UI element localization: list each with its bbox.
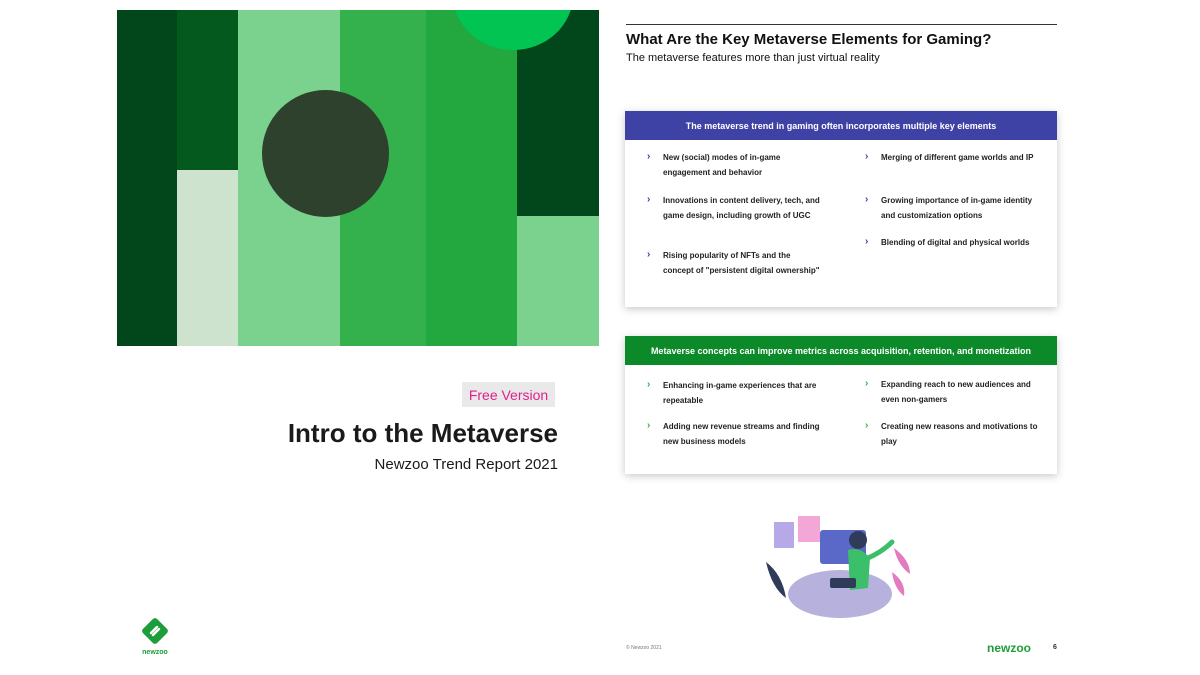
list-item: › Rising popularity of NFTs and the concept of "persistent digital ownership"	[647, 249, 820, 275]
cover-stripe	[117, 10, 177, 346]
chevron-right-icon: ›	[865, 236, 869, 247]
page-subheading: The metaverse features more than just virtual reality	[626, 52, 880, 64]
list-item: › Blending of digital and physical worlds	[865, 236, 1030, 247]
illustration-leaf	[766, 562, 786, 598]
list-item: › Enhancing in-game experiences that are repeatable	[647, 379, 817, 405]
chevron-right-icon: ›	[865, 194, 869, 205]
cover-circle-dark	[262, 90, 389, 217]
page-heading: What Are the Key Metaverse Elements for Gaming?	[626, 31, 992, 48]
cover-artwork	[117, 10, 599, 346]
cover-block	[177, 170, 238, 346]
illustration-card	[798, 516, 820, 542]
list-item: › Expanding reach to new audiences and even non-gamers	[865, 378, 1031, 404]
list-item: › Adding new revenue streams and finding new business models	[647, 420, 820, 446]
cover-block	[517, 216, 599, 346]
cover-stripe	[426, 10, 517, 346]
illustration-arm	[868, 542, 892, 558]
chevron-right-icon: ›	[865, 420, 869, 431]
list-item: › Merging of different game worlds and IP	[865, 151, 1034, 162]
chevron-right-icon: ›	[647, 379, 651, 390]
newzoo-wordmark: newzoo	[987, 641, 1031, 655]
gamer-illustration	[760, 512, 920, 622]
key-elements-card	[625, 111, 1057, 307]
list-item: › Growing importance of in-game identity and customization options	[865, 194, 1033, 220]
illustration-base	[788, 570, 892, 618]
chevron-right-icon: ›	[647, 151, 651, 162]
cover-subtitle: Newzoo Trend Report 2021	[374, 456, 558, 473]
logo-wordmark: newzoo	[142, 649, 168, 656]
newzoo-logo-left	[138, 618, 172, 656]
illustration-card	[774, 522, 794, 548]
chevron-right-icon: ›	[647, 420, 651, 431]
card-header: The metaverse trend in gaming often incorporates multiple key elements	[625, 111, 1057, 140]
chevron-right-icon: ›	[647, 249, 651, 260]
cover-title: Intro to the Metaverse	[287, 418, 558, 448]
illustration-leaf	[892, 572, 904, 596]
list-item: › Innovations in content delivery, tech, and game design, including growth of UGC	[647, 194, 820, 220]
illustration-head	[849, 531, 867, 549]
metrics-card	[625, 336, 1057, 474]
page-number: 6	[1053, 644, 1057, 651]
illustration-keyboard	[830, 578, 856, 588]
list-item: › Creating new reasons and motivations to play	[865, 420, 1038, 446]
chevron-right-icon: ›	[865, 378, 869, 389]
chevron-right-icon: ›	[647, 194, 651, 205]
card-header: Metaverse concepts can improve metrics across acquisition, retention, and monetization	[625, 336, 1057, 365]
newzoo-logo-icon	[142, 618, 168, 644]
top-divider	[626, 24, 1057, 25]
list-item: › New (social) modes of in-game engagement and behavior	[647, 151, 781, 177]
illustration-leaf	[894, 548, 910, 574]
copyright-text: © Newzoo 2021	[626, 645, 662, 651]
chevron-right-icon: ›	[865, 151, 869, 162]
free-version-badge: Free Version	[462, 382, 555, 407]
